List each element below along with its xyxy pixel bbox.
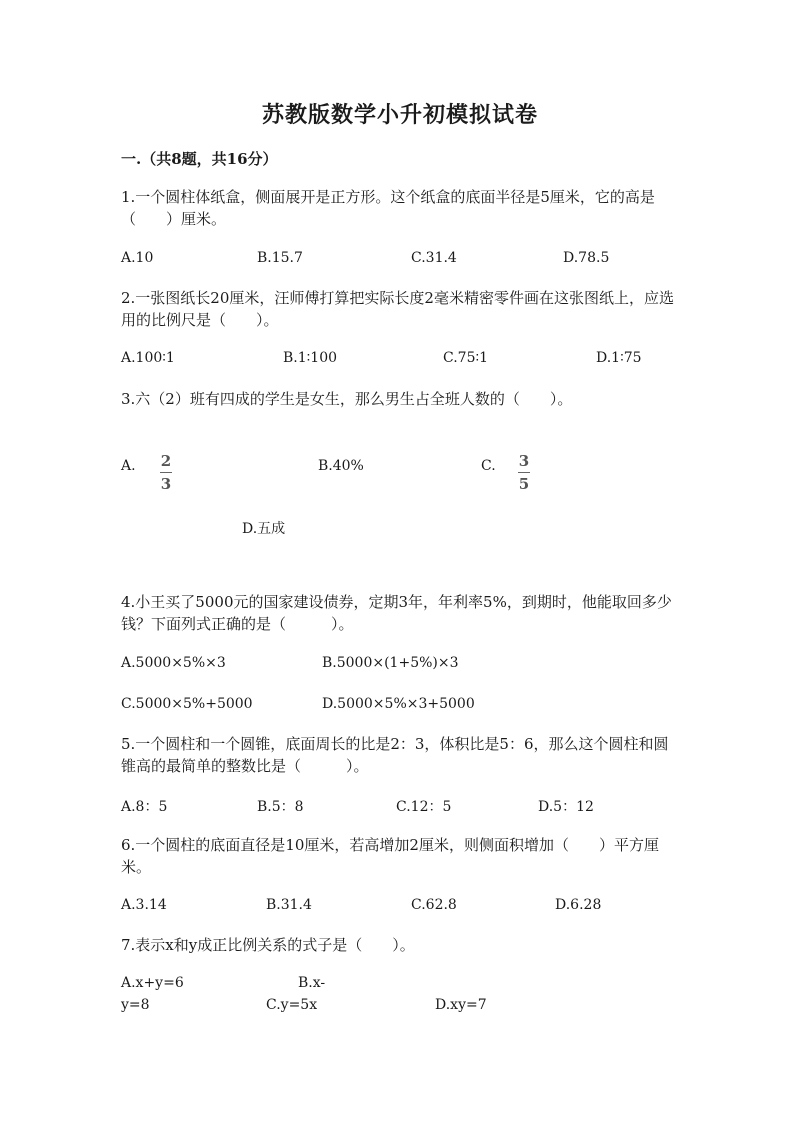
question-7-text: 7.表示x和y成正比例关系的式子是（ ）。	[121, 936, 415, 954]
question-1-option-c: C.31.4	[411, 250, 457, 266]
question-7-option-a: A.x+y=6	[121, 975, 184, 991]
question-6-option-d: D.6.28	[555, 897, 602, 913]
question-5-option-d: D.5：12	[538, 799, 594, 815]
question-2-text: 2.一张图纸长20厘米，汪师傅打算把实际长度2毫米精密零件画在这张图纸上，应选用的比例尺是（ ）。	[121, 289, 674, 329]
question-6-option-b: B.31.4	[266, 897, 312, 913]
question-3-option-d: D.五成	[242, 521, 286, 537]
fraction-numerator: 3	[518, 452, 530, 470]
question-5-option-a: A.8：5	[121, 799, 168, 815]
fraction-numerator: 2	[160, 452, 172, 470]
fraction-bar	[518, 472, 530, 473]
question-5-text: 5.一个圆柱和一个圆锥，底面周长的比是2：3，体积比是5：6，那么这个圆柱和圆锥高的最简单的整数比是（ ）。	[121, 735, 669, 775]
fraction-denominator: 3	[160, 475, 172, 493]
question-6-option-c: C.62.8	[411, 897, 457, 913]
page-title: 苏教版数学小升初模拟试卷	[261, 102, 538, 128]
question-4-text: 4.小王买了5000元的国家建设债券，定期3年，年利率5%，到期时，他能取回多少钱？下面列式正确的是（ ）。	[121, 593, 672, 633]
question-7-option-b-continued: y=8	[121, 997, 150, 1013]
question-6-text: 6.一个圆柱的底面直径是10厘米，若高增加2厘米，则侧面积增加（ ）平方厘米。	[121, 836, 659, 876]
question-4-option-d: D.5000×5%×3+5000	[322, 696, 475, 712]
question-3-fraction-c	[518, 452, 530, 493]
question-2-option-b: B.1∶100	[283, 350, 338, 366]
question-4-option-c: C.5000×5%+5000	[121, 696, 253, 712]
question-5-option-b: B.5：8	[257, 799, 304, 815]
question-3-option-b: B.40%	[318, 458, 364, 474]
fraction-bar	[160, 472, 172, 473]
question-1-option-a: A.10	[121, 250, 154, 266]
question-2-option-d: D.1∶75	[596, 350, 642, 366]
question-3-option-c: C.	[481, 458, 496, 474]
question-2-option-a: A.100∶1	[121, 350, 175, 366]
section-heading: 一.（共8题，共16分）	[121, 150, 278, 168]
question-4-option-b: B.5000×(1+5%)×3	[322, 655, 459, 671]
question-3-fraction-a	[160, 452, 172, 493]
question-1-text: 1.一个圆柱体纸盒，侧面展开是正方形。这个纸盒的底面半径是5厘米，它的高是（ ）厘米。	[121, 188, 655, 228]
question-2-option-c: C.75∶1	[443, 350, 489, 366]
question-6-option-a: A.3.14	[121, 897, 167, 913]
question-1-option-d: D.78.5	[563, 250, 610, 266]
question-1-option-b: B.15.7	[257, 250, 303, 266]
question-7-option-d: D.xy=7	[435, 997, 487, 1013]
question-7-option-b: B.x-	[298, 975, 326, 991]
question-7-option-c: C.y=5x	[266, 997, 318, 1013]
fraction-denominator: 5	[518, 475, 530, 493]
question-3-option-a: A.	[121, 458, 136, 474]
question-4-option-a: A.5000×5%×3	[121, 655, 226, 671]
question-5-option-c: C.12：5	[396, 799, 452, 815]
question-3-text: 3.六（2）班有四成的学生是女生，那么男生占全班人数的（ ）。	[121, 390, 573, 408]
